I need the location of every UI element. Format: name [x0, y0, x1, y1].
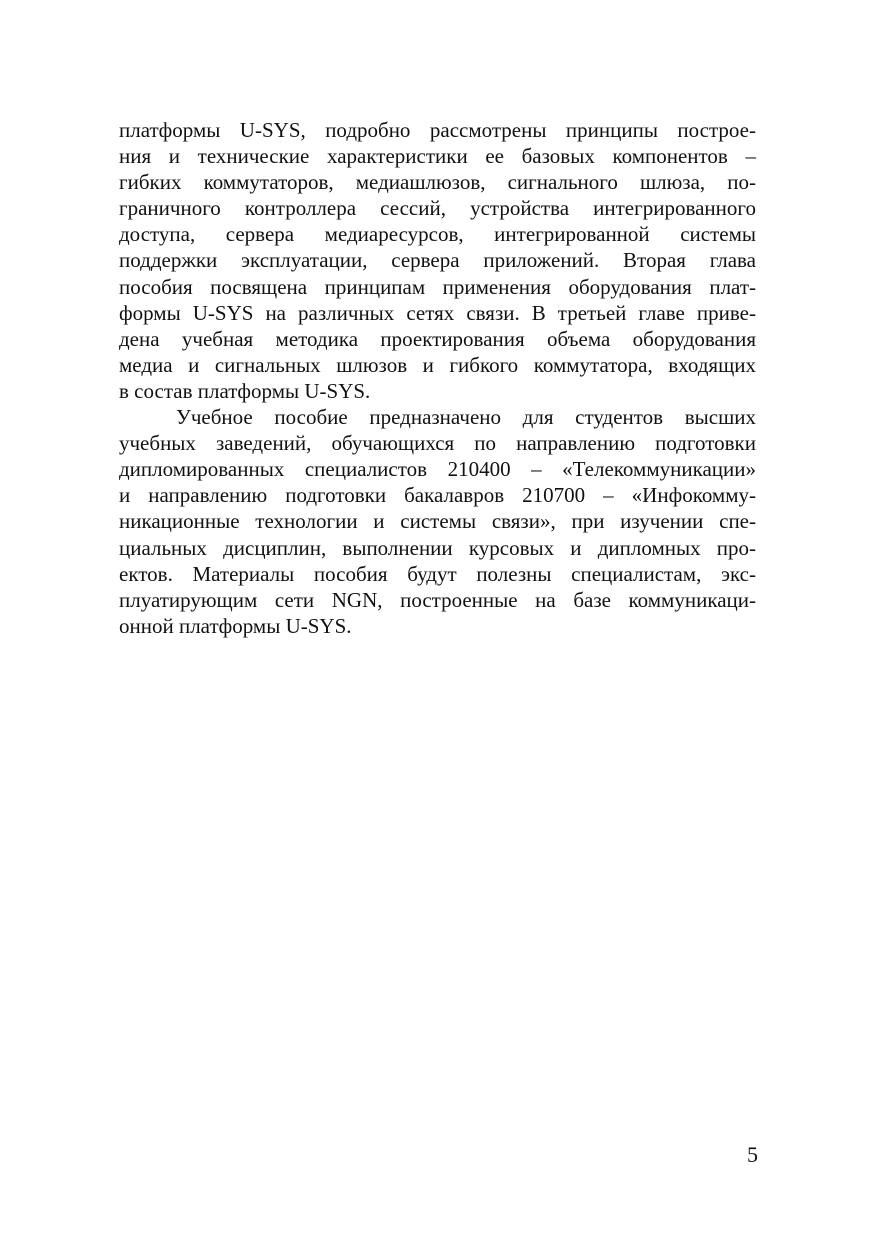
text-line: онной платформы U-SYS. — [119, 613, 352, 638]
text-line: и направлению подготовки бакалавров 210700 – «Инфокомму- — [119, 483, 756, 508]
text-line: поддержки эксплуатации, сервера приложений. Вторая глава — [119, 248, 756, 273]
text-line: учебных заведений, обучающихся по направлению подготовки — [119, 431, 756, 456]
text-line: дена учебная методика проектирования объема оборудования — [119, 326, 756, 351]
paragraph-1 — [119, 117, 756, 404]
text-line: в состав платформы U-SYS. — [119, 378, 371, 403]
text-line: доступа, сервера медиаресурсов, интегрированной системы — [119, 222, 756, 247]
text-line: плуатирующим сети NGN, построенные на базе коммуникаци- — [119, 587, 756, 612]
text-line: ектов. Материалы пособия будут полезны специалистам, экс- — [119, 561, 756, 586]
text-line: пособия посвящена принципам применения оборудования плат- — [119, 274, 756, 299]
text-line: гибких коммутаторов, медиашлюзов, сигнального шлюза, по- — [119, 170, 756, 195]
body-text — [119, 117, 756, 639]
text-line: циальных дисциплин, выполнении курсовых и дипломных про- — [119, 535, 756, 560]
text-line: формы U-SYS на различных сетях связи. В третьей главе приве- — [119, 300, 756, 325]
paragraph-2 — [119, 404, 756, 639]
text-line: никационные технологии и системы связи», при изучении спе- — [119, 509, 756, 534]
text-line: ния и технические характеристики ее базовых компонентов – — [119, 144, 756, 169]
text-line: платформы U-SYS, подробно рассмотрены принципы построе- — [119, 118, 756, 142]
text-line: граничного контроллера сессий, устройства интегрированного — [119, 196, 756, 221]
page-number: 5 — [747, 1142, 758, 1167]
text-line: дипломированных специалистов 210400 – «Телекоммуникации» — [119, 457, 756, 482]
text-line: медиа и сигнальных шлюзов и гибкого коммутатора, входящих — [119, 352, 756, 377]
text-line: Учебное пособие предназначено для студентов высших — [176, 405, 756, 430]
